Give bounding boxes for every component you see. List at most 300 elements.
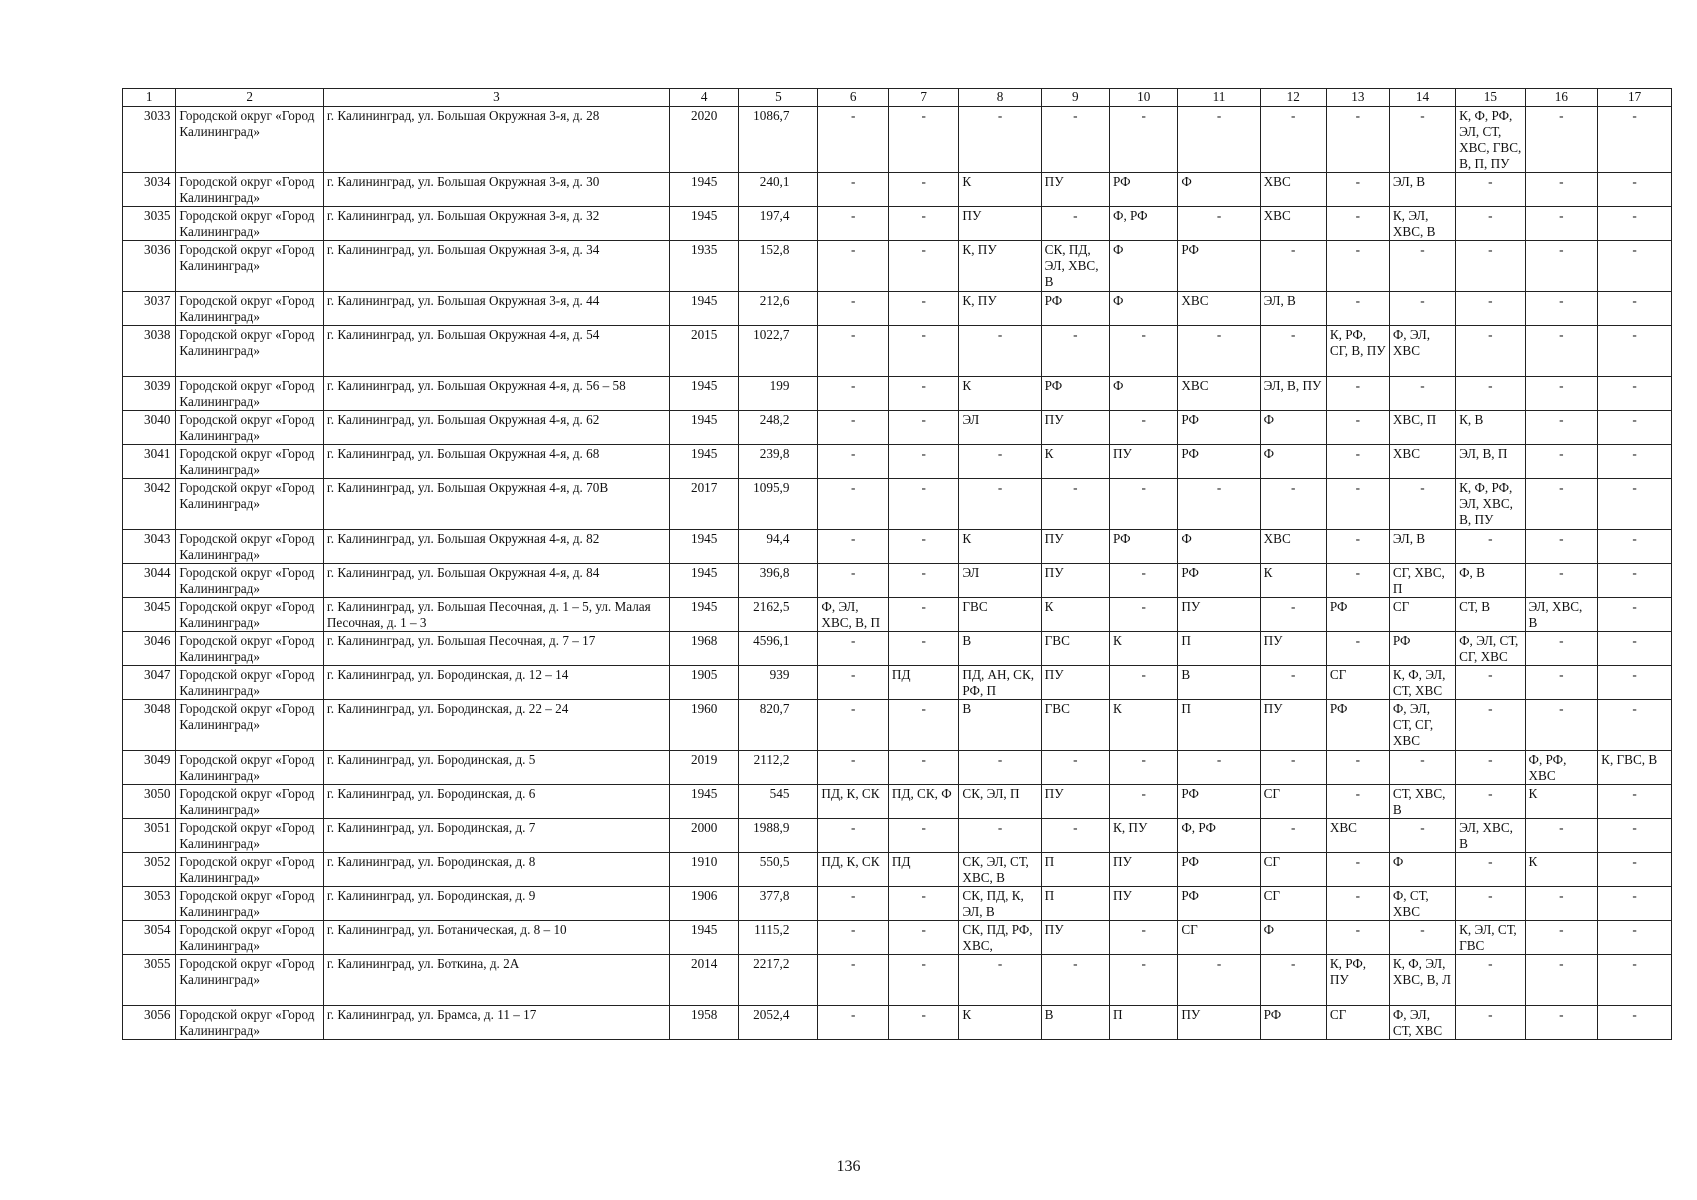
col-8-cell: - [959,445,1041,479]
col-14-cell: - [1389,819,1455,853]
header-cell-11: 11 [1178,89,1260,107]
table-row [123,785,1672,819]
address-cell: г. Калининград, ул. Большая Окружная 3-я, д. 32 [323,207,669,241]
col-12-cell: К [1260,564,1326,598]
col-8-cell: СК, ЭЛ, СТ, ХВС, В [959,853,1041,887]
year-built-cell: 1905 [669,666,738,700]
header-cell-6: 6 [818,89,889,107]
year-built-cell: 1945 [669,207,738,241]
col-10-cell: Ф, РФ [1110,207,1178,241]
col-7-cell: - [888,598,959,632]
col-17-cell: - [1598,819,1672,853]
row-number-cell: 3050 [123,785,176,819]
table-row [123,751,1672,785]
table-row [123,107,1672,173]
row-number-cell: 3047 [123,666,176,700]
row-number-cell: 3034 [123,173,176,207]
address-cell: г. Калининград, ул. Брамса, д. 11 – 17 [323,1006,669,1040]
address-cell: г. Калининград, ул. Бородинская, д. 7 [323,819,669,853]
col-15-cell: - [1456,292,1525,326]
col-8-cell: - [959,751,1041,785]
header-row [123,89,1672,107]
year-built-cell: 2015 [669,326,738,377]
page-number: 136 [836,1158,861,1175]
col-6-cell: - [818,479,889,530]
col-14-cell: ХВС [1389,445,1455,479]
table-row [123,887,1672,921]
col-10-cell: - [1110,107,1178,173]
col-12-cell: - [1260,107,1326,173]
header-cell-15: 15 [1456,89,1525,107]
col-15-cell: К, В [1456,411,1525,445]
col-10-cell: Ф [1110,241,1178,292]
col-8-cell: К [959,377,1041,411]
col-6-cell: - [818,666,889,700]
row-number-cell: 3042 [123,479,176,530]
area-cell: 1115,2 [739,921,818,955]
col-10-cell: ПУ [1110,445,1178,479]
area-cell: 820,7 [739,700,818,751]
area-cell: 550,5 [739,853,818,887]
year-built-cell: 1906 [669,887,738,921]
col-14-cell: - [1389,107,1455,173]
municipality-cell: Городской округ «Город Калининград» [176,785,323,819]
area-cell: 197,4 [739,207,818,241]
col-8-cell: - [959,107,1041,173]
col-10-cell: РФ [1110,173,1178,207]
col-16-cell: - [1525,107,1598,173]
col-11-cell: РФ [1178,241,1260,292]
col-17-cell: - [1598,377,1672,411]
col-9-cell: - [1041,955,1109,1006]
address-cell: г. Калининград, ул. Большая Песочная, д. 1 – 5, ул. Малая Песочная, д. 1 – 3 [323,598,669,632]
col-11-cell: РФ [1178,887,1260,921]
col-11-cell: - [1178,107,1260,173]
col-16-cell: - [1525,530,1598,564]
year-built-cell: 2014 [669,955,738,1006]
col-8-cell: ЭЛ [959,564,1041,598]
col-15-cell: - [1456,1006,1525,1040]
col-15-cell: ЭЛ, В, П [1456,445,1525,479]
area-cell: 94,4 [739,530,818,564]
col-14-cell: К, ЭЛ, ХВС, В [1389,207,1455,241]
header-cell-12: 12 [1260,89,1326,107]
col-16-cell: ЭЛ, ХВС, В [1525,598,1598,632]
address-cell: г. Калининград, ул. Большая Окружная 4-я, д. 54 [323,326,669,377]
table-row [123,955,1672,1006]
col-16-cell: - [1525,411,1598,445]
col-9-cell: - [1041,751,1109,785]
col-14-cell: - [1389,377,1455,411]
col-6-cell: - [818,377,889,411]
row-number-cell: 3039 [123,377,176,411]
col-16-cell: - [1525,207,1598,241]
year-built-cell: 1968 [669,632,738,666]
year-built-cell: 2000 [669,819,738,853]
col-11-cell: П [1178,632,1260,666]
col-12-cell: - [1260,666,1326,700]
col-10-cell: ПУ [1110,853,1178,887]
col-9-cell: ПУ [1041,411,1109,445]
col-9-cell: ПУ [1041,530,1109,564]
col-17-cell: - [1598,853,1672,887]
area-cell: 152,8 [739,241,818,292]
table-row [123,598,1672,632]
col-7-cell: - [888,632,959,666]
col-17-cell: - [1598,1006,1672,1040]
col-6-cell: - [818,173,889,207]
col-14-cell: ЭЛ, В [1389,530,1455,564]
col-11-cell: Ф, РФ [1178,819,1260,853]
col-16-cell: - [1525,173,1598,207]
area-cell: 4596,1 [739,632,818,666]
col-15-cell: - [1456,241,1525,292]
municipality-cell: Городской округ «Город Калининград» [176,700,323,751]
col-14-cell: ЭЛ, В [1389,173,1455,207]
col-17-cell: - [1598,632,1672,666]
col-11-cell: - [1178,326,1260,377]
col-7-cell: - [888,107,959,173]
col-11-cell: РФ [1178,785,1260,819]
col-15-cell: ЭЛ, ХВС, В [1456,819,1525,853]
header-cell-17: 17 [1598,89,1672,107]
address-cell: г. Калининград, ул. Большая Окружная 4-я, д. 82 [323,530,669,564]
col-10-cell: Ф [1110,292,1178,326]
area-cell: 2217,2 [739,955,818,1006]
col-7-cell: - [888,564,959,598]
col-12-cell: ЭЛ, В, ПУ [1260,377,1326,411]
municipality-cell: Городской округ «Город Калининград» [176,955,323,1006]
col-17-cell: К, ГВС, В [1598,751,1672,785]
col-17-cell: - [1598,955,1672,1006]
municipality-cell: Городской округ «Город Калининград» [176,479,323,530]
area-cell: 248,2 [739,411,818,445]
address-cell: г. Калининград, ул. Бородинская, д. 8 [323,853,669,887]
header-cell-1: 1 [123,89,176,107]
year-built-cell: 1935 [669,241,738,292]
municipality-cell: Городской округ «Город Калининград» [176,632,323,666]
area-cell: 1086,7 [739,107,818,173]
col-8-cell: ЭЛ [959,411,1041,445]
col-11-cell: В [1178,666,1260,700]
col-12-cell: ХВС [1260,207,1326,241]
table-row [123,530,1672,564]
col-9-cell: - [1041,819,1109,853]
col-14-cell: Ф [1389,853,1455,887]
row-number-cell: 3055 [123,955,176,1006]
row-number-cell: 3040 [123,411,176,445]
col-8-cell: В [959,632,1041,666]
col-11-cell: - [1178,751,1260,785]
header-cell-8: 8 [959,89,1041,107]
col-7-cell: - [888,411,959,445]
year-built-cell: 1945 [669,921,738,955]
col-17-cell: - [1598,479,1672,530]
col-7-cell: - [888,377,959,411]
row-number-cell: 3038 [123,326,176,377]
register-table [122,88,1672,1040]
col-9-cell: РФ [1041,377,1109,411]
table-row [123,666,1672,700]
col-10-cell: - [1110,326,1178,377]
col-13-cell: - [1326,564,1389,598]
col-15-cell: - [1456,530,1525,564]
area-cell: 2112,2 [739,751,818,785]
col-11-cell: Ф [1178,173,1260,207]
year-built-cell: 1945 [669,564,738,598]
col-11-cell: - [1178,479,1260,530]
col-12-cell: ЭЛ, В [1260,292,1326,326]
table-row [123,700,1672,751]
col-17-cell: - [1598,666,1672,700]
col-16-cell: - [1525,326,1598,377]
table-row [123,921,1672,955]
address-cell: г. Калининград, ул. Большая Песочная, д. 7 – 17 [323,632,669,666]
col-17-cell: - [1598,326,1672,377]
col-16-cell: - [1525,632,1598,666]
col-11-cell: ХВС [1178,377,1260,411]
col-14-cell: Ф, ЭЛ, СТ, ХВС [1389,1006,1455,1040]
col-16-cell: - [1525,445,1598,479]
address-cell: г. Калининград, ул. Большая Окружная 4-я, д. 56 – 58 [323,377,669,411]
col-7-cell: - [888,751,959,785]
area-cell: 212,6 [739,292,818,326]
col-14-cell: - [1389,479,1455,530]
col-14-cell: - [1389,921,1455,955]
col-15-cell: - [1456,326,1525,377]
col-9-cell: - [1041,479,1109,530]
col-6-cell: - [818,955,889,1006]
col-6-cell: - [818,411,889,445]
col-9-cell: ПУ [1041,921,1109,955]
col-10-cell: П [1110,1006,1178,1040]
col-7-cell: ПД, СК, Ф [888,785,959,819]
col-16-cell: - [1525,887,1598,921]
table-row [123,1006,1672,1040]
col-13-cell: - [1326,751,1389,785]
table-row [123,853,1672,887]
col-17-cell: - [1598,785,1672,819]
col-11-cell: РФ [1178,564,1260,598]
col-7-cell: - [888,887,959,921]
area-cell: 1095,9 [739,479,818,530]
col-13-cell: - [1326,292,1389,326]
col-10-cell: - [1110,785,1178,819]
col-12-cell: ПУ [1260,632,1326,666]
row-number-cell: 3036 [123,241,176,292]
area-cell: 377,8 [739,887,818,921]
col-13-cell: К, РФ, ПУ [1326,955,1389,1006]
col-9-cell: РФ [1041,292,1109,326]
table-row [123,292,1672,326]
col-10-cell: К [1110,700,1178,751]
header-cell-14: 14 [1389,89,1455,107]
table-body [123,89,1672,1040]
col-7-cell: - [888,326,959,377]
col-9-cell: - [1041,207,1109,241]
col-14-cell: К, Ф, ЭЛ, ХВС, В, Л [1389,955,1455,1006]
col-8-cell: К, ПУ [959,292,1041,326]
col-11-cell: РФ [1178,445,1260,479]
col-11-cell: РФ [1178,411,1260,445]
col-17-cell: - [1598,411,1672,445]
col-6-cell: ПД, К, СК [818,785,889,819]
col-9-cell: ПУ [1041,785,1109,819]
col-16-cell: - [1525,241,1598,292]
year-built-cell: 1945 [669,292,738,326]
address-cell: г. Калининград, ул. Большая Окружная 3-я, д. 34 [323,241,669,292]
col-17-cell: - [1598,887,1672,921]
municipality-cell: Городской округ «Город Калининград» [176,598,323,632]
col-16-cell: - [1525,666,1598,700]
col-16-cell: - [1525,921,1598,955]
col-13-cell: - [1326,241,1389,292]
col-17-cell: - [1598,564,1672,598]
col-8-cell: К, ПУ [959,241,1041,292]
municipality-cell: Городской округ «Город Калининград» [176,241,323,292]
col-8-cell: - [959,955,1041,1006]
municipality-cell: Городской округ «Город Калининград» [176,921,323,955]
col-11-cell: ПУ [1178,1006,1260,1040]
col-15-cell: - [1456,207,1525,241]
col-6-cell: - [818,887,889,921]
address-cell: г. Калининград, ул. Большая Окружная 4-я, д. 68 [323,445,669,479]
row-number-cell: 3053 [123,887,176,921]
col-6-cell: ПД, К, СК [818,853,889,887]
row-number-cell: 3054 [123,921,176,955]
col-10-cell: - [1110,564,1178,598]
col-17-cell: - [1598,700,1672,751]
col-16-cell: - [1525,819,1598,853]
col-16-cell: - [1525,700,1598,751]
col-6-cell: - [818,241,889,292]
col-7-cell: - [888,700,959,751]
area-cell: 939 [739,666,818,700]
col-7-cell: - [888,479,959,530]
col-8-cell: ПУ [959,207,1041,241]
col-15-cell: К, Ф, РФ, ЭЛ, СТ, ХВС, ГВС, В, П, ПУ [1456,107,1525,173]
col-7-cell: ПД [888,666,959,700]
col-15-cell: Ф, В [1456,564,1525,598]
year-built-cell: 2017 [669,479,738,530]
municipality-cell: Городской округ «Город Калининград» [176,411,323,445]
col-9-cell: ПУ [1041,173,1109,207]
col-12-cell: - [1260,479,1326,530]
col-12-cell: - [1260,598,1326,632]
col-14-cell: РФ [1389,632,1455,666]
col-6-cell: - [818,530,889,564]
col-11-cell: - [1178,207,1260,241]
col-7-cell: - [888,173,959,207]
col-14-cell: ХВС, П [1389,411,1455,445]
row-number-cell: 3045 [123,598,176,632]
col-13-cell: - [1326,632,1389,666]
col-12-cell: ХВС [1260,530,1326,564]
col-15-cell: К, ЭЛ, СТ, ГВС [1456,921,1525,955]
col-13-cell: РФ [1326,598,1389,632]
col-6-cell: - [818,1006,889,1040]
table-row [123,207,1672,241]
col-13-cell: - [1326,785,1389,819]
col-7-cell: ПД [888,853,959,887]
municipality-cell: Городской округ «Город Калининград» [176,445,323,479]
col-9-cell: ГВС [1041,700,1109,751]
col-6-cell: - [818,292,889,326]
col-16-cell: - [1525,377,1598,411]
area-cell: 396,8 [739,564,818,598]
header-cell-16: 16 [1525,89,1598,107]
municipality-cell: Городской округ «Город Калининград» [176,1006,323,1040]
col-14-cell: - [1389,292,1455,326]
table-row [123,819,1672,853]
col-15-cell: К, Ф, РФ, ЭЛ, ХВС, В, ПУ [1456,479,1525,530]
area-cell: 199 [739,377,818,411]
col-13-cell: - [1326,445,1389,479]
col-6-cell: - [818,107,889,173]
col-15-cell: - [1456,700,1525,751]
address-cell: г. Калининград, ул. Большая Окружная 4-я, д. 70В [323,479,669,530]
header-cell-4: 4 [669,89,738,107]
year-built-cell: 1945 [669,173,738,207]
table-row [123,173,1672,207]
row-number-cell: 3044 [123,564,176,598]
municipality-cell: Городской округ «Город Калининград» [176,173,323,207]
area-cell: 2162,5 [739,598,818,632]
col-13-cell: СГ [1326,1006,1389,1040]
address-cell: г. Калининград, ул. Ботаническая, д. 8 – 10 [323,921,669,955]
area-cell: 1988,9 [739,819,818,853]
col-16-cell: - [1525,292,1598,326]
col-13-cell: - [1326,853,1389,887]
col-10-cell: - [1110,666,1178,700]
year-built-cell: 2020 [669,107,738,173]
col-7-cell: - [888,207,959,241]
address-cell: г. Калининград, ул. Бородинская, д. 9 [323,887,669,921]
municipality-cell: Городской округ «Город Калининград» [176,819,323,853]
table-row [123,411,1672,445]
table-row [123,632,1672,666]
municipality-cell: Городской округ «Город Калининград» [176,292,323,326]
col-17-cell: - [1598,598,1672,632]
col-8-cell: К [959,1006,1041,1040]
row-number-cell: 3049 [123,751,176,785]
col-6-cell: - [818,207,889,241]
municipality-cell: Городской округ «Город Калининград» [176,887,323,921]
area-cell: 239,8 [739,445,818,479]
col-14-cell: СГ, ХВС, П [1389,564,1455,598]
col-14-cell: СГ [1389,598,1455,632]
municipality-cell: Городской округ «Город Калининград» [176,666,323,700]
address-cell: г. Калининград, ул. Боткина, д. 2А [323,955,669,1006]
col-9-cell: В [1041,1006,1109,1040]
col-8-cell: ГВС [959,598,1041,632]
col-14-cell: Ф, СТ, ХВС [1389,887,1455,921]
col-7-cell: - [888,445,959,479]
col-17-cell: - [1598,292,1672,326]
col-13-cell: - [1326,479,1389,530]
year-built-cell: 1945 [669,785,738,819]
col-14-cell: - [1389,241,1455,292]
address-cell: г. Калининград, ул. Бородинская, д. 6 [323,785,669,819]
municipality-cell: Городской округ «Город Калининград» [176,207,323,241]
row-number-cell: 3033 [123,107,176,173]
col-10-cell: - [1110,955,1178,1006]
table-row [123,326,1672,377]
row-number-cell: 3056 [123,1006,176,1040]
col-9-cell: П [1041,887,1109,921]
col-10-cell: Ф [1110,377,1178,411]
col-12-cell: СГ [1260,887,1326,921]
